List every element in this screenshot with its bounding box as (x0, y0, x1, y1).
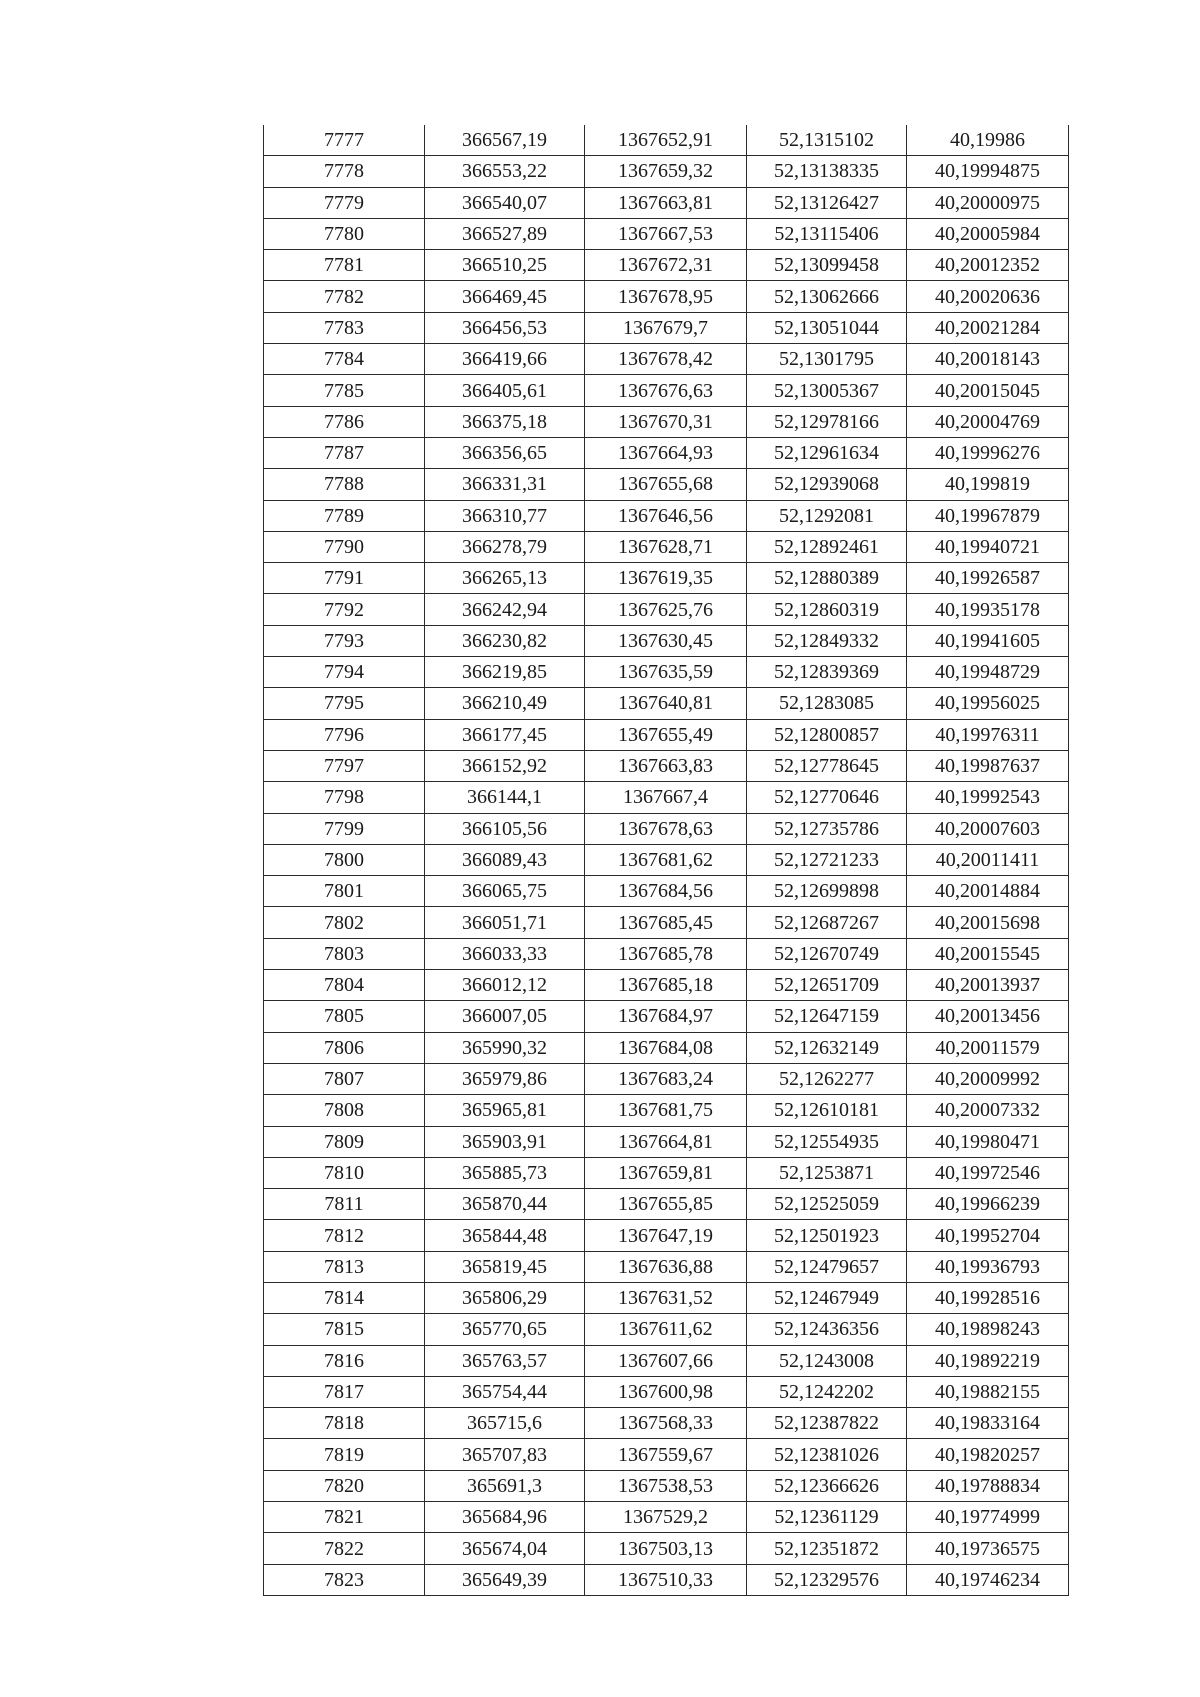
longitude-cell: 40,20020636 (907, 281, 1069, 312)
longitude-cell: 40,20007603 (907, 813, 1069, 844)
table-row (264, 218, 1069, 249)
x-coordinate-cell: 366210,49 (425, 688, 585, 719)
longitude-cell: 40,19936793 (907, 1251, 1069, 1282)
table-row (264, 719, 1069, 750)
longitude-cell: 40,19972546 (907, 1157, 1069, 1188)
y-coordinate-cell: 1367630,45 (585, 625, 747, 656)
y-coordinate-cell: 1367619,35 (585, 563, 747, 594)
latitude-cell: 52,12467949 (747, 1282, 907, 1313)
longitude-cell: 40,19956025 (907, 688, 1069, 719)
point-number-cell: 7810 (264, 1157, 425, 1188)
latitude-cell: 52,12632149 (747, 1032, 907, 1063)
x-coordinate-cell: 365990,32 (425, 1032, 585, 1063)
point-number-cell: 7777 (264, 125, 425, 156)
latitude-cell: 52,12647159 (747, 1001, 907, 1032)
table-row (264, 844, 1069, 875)
y-coordinate-cell: 1367684,97 (585, 1001, 747, 1032)
latitude-cell: 52,1253871 (747, 1157, 907, 1188)
y-coordinate-cell: 1367684,08 (585, 1032, 747, 1063)
point-number-cell: 7803 (264, 938, 425, 969)
latitude-cell: 52,12479657 (747, 1251, 907, 1282)
table-row (264, 1095, 1069, 1126)
point-number-cell: 7787 (264, 437, 425, 468)
latitude-cell: 52,13099458 (747, 250, 907, 281)
x-coordinate-cell: 366375,18 (425, 406, 585, 437)
y-coordinate-cell: 1367679,7 (585, 312, 747, 343)
y-coordinate-cell: 1367503,13 (585, 1533, 747, 1564)
y-coordinate-cell: 1367640,81 (585, 688, 747, 719)
table-row (264, 782, 1069, 813)
y-coordinate-cell: 1367510,33 (585, 1564, 747, 1595)
x-coordinate-cell: 365903,91 (425, 1126, 585, 1157)
x-coordinate-cell: 365649,39 (425, 1564, 585, 1595)
y-coordinate-cell: 1367678,95 (585, 281, 747, 312)
table-row (264, 375, 1069, 406)
longitude-cell: 40,19892219 (907, 1345, 1069, 1376)
longitude-cell: 40,20005984 (907, 218, 1069, 249)
latitude-cell: 52,12361129 (747, 1502, 907, 1533)
point-number-cell: 7807 (264, 1063, 425, 1094)
latitude-cell: 52,12721233 (747, 844, 907, 875)
latitude-cell: 52,1301795 (747, 344, 907, 375)
y-coordinate-cell: 1367652,91 (585, 125, 747, 156)
x-coordinate-cell: 365844,48 (425, 1220, 585, 1251)
table-row (264, 907, 1069, 938)
y-coordinate-cell: 1367672,31 (585, 250, 747, 281)
x-coordinate-cell: 366242,94 (425, 594, 585, 625)
longitude-cell: 40,19774999 (907, 1502, 1069, 1533)
longitude-cell: 40,19882155 (907, 1376, 1069, 1407)
latitude-cell: 52,13138335 (747, 156, 907, 187)
latitude-cell: 52,12860319 (747, 594, 907, 625)
y-coordinate-cell: 1367636,88 (585, 1251, 747, 1282)
latitude-cell: 52,1315102 (747, 125, 907, 156)
latitude-cell: 52,13005367 (747, 375, 907, 406)
point-number-cell: 7797 (264, 750, 425, 781)
y-coordinate-cell: 1367670,31 (585, 406, 747, 437)
y-coordinate-cell: 1367625,76 (585, 594, 747, 625)
table-row (264, 1189, 1069, 1220)
point-number-cell: 7805 (264, 1001, 425, 1032)
x-coordinate-cell: 366567,19 (425, 125, 585, 156)
longitude-cell: 40,20013456 (907, 1001, 1069, 1032)
y-coordinate-cell: 1367683,24 (585, 1063, 747, 1094)
point-number-cell: 7791 (264, 563, 425, 594)
point-number-cell: 7785 (264, 375, 425, 406)
y-coordinate-cell: 1367685,78 (585, 938, 747, 969)
longitude-cell: 40,199819 (907, 469, 1069, 500)
y-coordinate-cell: 1367685,45 (585, 907, 747, 938)
point-number-cell: 7793 (264, 625, 425, 656)
y-coordinate-cell: 1367529,2 (585, 1502, 747, 1533)
table-row (264, 1564, 1069, 1595)
table-row (264, 1126, 1069, 1157)
table-row (264, 1502, 1069, 1533)
latitude-cell: 52,1242202 (747, 1376, 907, 1407)
x-coordinate-cell: 365763,57 (425, 1345, 585, 1376)
y-coordinate-cell: 1367678,63 (585, 813, 747, 844)
y-coordinate-cell: 1367664,81 (585, 1126, 747, 1157)
y-coordinate-cell: 1367685,18 (585, 970, 747, 1001)
y-coordinate-cell: 1367659,81 (585, 1157, 747, 1188)
longitude-cell: 40,20004769 (907, 406, 1069, 437)
longitude-cell: 40,20015545 (907, 938, 1069, 969)
latitude-cell: 52,12770646 (747, 782, 907, 813)
point-number-cell: 7790 (264, 531, 425, 562)
point-number-cell: 7801 (264, 876, 425, 907)
point-number-cell: 7798 (264, 782, 425, 813)
point-number-cell: 7796 (264, 719, 425, 750)
table-row (264, 187, 1069, 218)
latitude-cell: 52,12800857 (747, 719, 907, 750)
latitude-cell: 52,12610181 (747, 1095, 907, 1126)
y-coordinate-cell: 1367663,83 (585, 750, 747, 781)
x-coordinate-cell: 365979,86 (425, 1063, 585, 1094)
latitude-cell: 52,1292081 (747, 500, 907, 531)
x-coordinate-cell: 365684,96 (425, 1502, 585, 1533)
y-coordinate-cell: 1367538,53 (585, 1470, 747, 1501)
y-coordinate-cell: 1367681,62 (585, 844, 747, 875)
x-coordinate-cell: 365715,6 (425, 1408, 585, 1439)
x-coordinate-cell: 365754,44 (425, 1376, 585, 1407)
point-number-cell: 7783 (264, 312, 425, 343)
coordinates-table (263, 125, 1069, 1596)
longitude-cell: 40,19928516 (907, 1282, 1069, 1313)
point-number-cell: 7800 (264, 844, 425, 875)
longitude-cell: 40,20014884 (907, 876, 1069, 907)
y-coordinate-cell: 1367655,68 (585, 469, 747, 500)
latitude-cell: 52,12351872 (747, 1533, 907, 1564)
latitude-cell: 52,13126427 (747, 187, 907, 218)
longitude-cell: 40,19746234 (907, 1564, 1069, 1595)
y-coordinate-cell: 1367646,56 (585, 500, 747, 531)
x-coordinate-cell: 365870,44 (425, 1189, 585, 1220)
y-coordinate-cell: 1367607,66 (585, 1345, 747, 1376)
longitude-cell: 40,19952704 (907, 1220, 1069, 1251)
x-coordinate-cell: 365965,81 (425, 1095, 585, 1126)
x-coordinate-cell: 366012,12 (425, 970, 585, 1001)
longitude-cell: 40,19986 (907, 125, 1069, 156)
latitude-cell: 52,12381026 (747, 1439, 907, 1470)
x-coordinate-cell: 366105,56 (425, 813, 585, 844)
latitude-cell: 52,12961634 (747, 437, 907, 468)
x-coordinate-cell: 366219,85 (425, 657, 585, 688)
latitude-cell: 52,12525059 (747, 1189, 907, 1220)
table-row (264, 813, 1069, 844)
longitude-cell: 40,19736575 (907, 1533, 1069, 1564)
table-row (264, 312, 1069, 343)
x-coordinate-cell: 366007,05 (425, 1001, 585, 1032)
x-coordinate-cell: 366540,07 (425, 187, 585, 218)
point-number-cell: 7822 (264, 1533, 425, 1564)
point-number-cell: 7779 (264, 187, 425, 218)
latitude-cell: 52,12670749 (747, 938, 907, 969)
x-coordinate-cell: 365885,73 (425, 1157, 585, 1188)
longitude-cell: 40,19926587 (907, 563, 1069, 594)
table-row (264, 1408, 1069, 1439)
point-number-cell: 7823 (264, 1564, 425, 1595)
latitude-cell: 52,13115406 (747, 218, 907, 249)
point-number-cell: 7818 (264, 1408, 425, 1439)
latitude-cell: 52,12892461 (747, 531, 907, 562)
longitude-cell: 40,19940721 (907, 531, 1069, 562)
longitude-cell: 40,20000975 (907, 187, 1069, 218)
x-coordinate-cell: 366356,65 (425, 437, 585, 468)
point-number-cell: 7792 (264, 594, 425, 625)
table-row (264, 156, 1069, 187)
table-row (264, 1220, 1069, 1251)
point-number-cell: 7820 (264, 1470, 425, 1501)
x-coordinate-cell: 366265,13 (425, 563, 585, 594)
x-coordinate-cell: 366469,45 (425, 281, 585, 312)
latitude-cell: 52,12849332 (747, 625, 907, 656)
point-number-cell: 7817 (264, 1376, 425, 1407)
y-coordinate-cell: 1367663,81 (585, 187, 747, 218)
point-number-cell: 7812 (264, 1220, 425, 1251)
longitude-cell: 40,19935178 (907, 594, 1069, 625)
table-row (264, 1282, 1069, 1313)
y-coordinate-cell: 1367655,49 (585, 719, 747, 750)
point-number-cell: 7788 (264, 469, 425, 500)
point-number-cell: 7815 (264, 1314, 425, 1345)
x-coordinate-cell: 365707,83 (425, 1439, 585, 1470)
point-number-cell: 7816 (264, 1345, 425, 1376)
y-coordinate-cell: 1367568,33 (585, 1408, 747, 1439)
table-row (264, 1439, 1069, 1470)
x-coordinate-cell: 366065,75 (425, 876, 585, 907)
table-row (264, 281, 1069, 312)
latitude-cell: 52,12501923 (747, 1220, 907, 1251)
x-coordinate-cell: 365819,45 (425, 1251, 585, 1282)
point-number-cell: 7780 (264, 218, 425, 249)
latitude-cell: 52,13062666 (747, 281, 907, 312)
y-coordinate-cell: 1367678,42 (585, 344, 747, 375)
x-coordinate-cell: 366278,79 (425, 531, 585, 562)
point-number-cell: 7782 (264, 281, 425, 312)
latitude-cell: 52,12735786 (747, 813, 907, 844)
y-coordinate-cell: 1367559,67 (585, 1439, 747, 1470)
x-coordinate-cell: 366405,61 (425, 375, 585, 406)
longitude-cell: 40,20012352 (907, 250, 1069, 281)
longitude-cell: 40,20015698 (907, 907, 1069, 938)
point-number-cell: 7799 (264, 813, 425, 844)
y-coordinate-cell: 1367635,59 (585, 657, 747, 688)
table-row (264, 1063, 1069, 1094)
point-number-cell: 7819 (264, 1439, 425, 1470)
latitude-cell: 52,12366626 (747, 1470, 907, 1501)
x-coordinate-cell: 366310,77 (425, 500, 585, 531)
x-coordinate-cell: 366230,82 (425, 625, 585, 656)
table-row (264, 1314, 1069, 1345)
longitude-cell: 40,20015045 (907, 375, 1069, 406)
y-coordinate-cell: 1367611,62 (585, 1314, 747, 1345)
point-number-cell: 7811 (264, 1189, 425, 1220)
longitude-cell: 40,19980471 (907, 1126, 1069, 1157)
x-coordinate-cell: 365691,3 (425, 1470, 585, 1501)
table-row (264, 437, 1069, 468)
longitude-cell: 40,20011579 (907, 1032, 1069, 1063)
longitude-cell: 40,20011411 (907, 844, 1069, 875)
y-coordinate-cell: 1367631,52 (585, 1282, 747, 1313)
table-row (264, 469, 1069, 500)
point-number-cell: 7813 (264, 1251, 425, 1282)
latitude-cell: 52,12329576 (747, 1564, 907, 1595)
table-row (264, 531, 1069, 562)
longitude-cell: 40,19820257 (907, 1439, 1069, 1470)
table-row (264, 1001, 1069, 1032)
y-coordinate-cell: 1367684,56 (585, 876, 747, 907)
longitude-cell: 40,19994875 (907, 156, 1069, 187)
point-number-cell: 7794 (264, 657, 425, 688)
x-coordinate-cell: 366051,71 (425, 907, 585, 938)
longitude-cell: 40,19898243 (907, 1314, 1069, 1345)
point-number-cell: 7804 (264, 970, 425, 1001)
x-coordinate-cell: 366553,22 (425, 156, 585, 187)
table-row (264, 594, 1069, 625)
x-coordinate-cell: 365770,65 (425, 1314, 585, 1345)
y-coordinate-cell: 1367655,85 (585, 1189, 747, 1220)
longitude-cell: 40,19996276 (907, 437, 1069, 468)
table-row (264, 125, 1069, 156)
longitude-cell: 40,19967879 (907, 500, 1069, 531)
table-row (264, 344, 1069, 375)
longitude-cell: 40,20007332 (907, 1095, 1069, 1126)
y-coordinate-cell: 1367647,19 (585, 1220, 747, 1251)
longitude-cell: 40,19948729 (907, 657, 1069, 688)
y-coordinate-cell: 1367628,71 (585, 531, 747, 562)
x-coordinate-cell: 366419,66 (425, 344, 585, 375)
point-number-cell: 7784 (264, 344, 425, 375)
latitude-cell: 52,12839369 (747, 657, 907, 688)
x-coordinate-cell: 366331,31 (425, 469, 585, 500)
y-coordinate-cell: 1367667,4 (585, 782, 747, 813)
point-number-cell: 7806 (264, 1032, 425, 1063)
point-number-cell: 7802 (264, 907, 425, 938)
coordinates-table-body (264, 125, 1069, 1595)
table-row (264, 1345, 1069, 1376)
x-coordinate-cell: 366089,43 (425, 844, 585, 875)
longitude-cell: 40,19833164 (907, 1408, 1069, 1439)
point-number-cell: 7786 (264, 406, 425, 437)
point-number-cell: 7781 (264, 250, 425, 281)
point-number-cell: 7795 (264, 688, 425, 719)
latitude-cell: 52,12387822 (747, 1408, 907, 1439)
table-row (264, 970, 1069, 1001)
longitude-cell: 40,19966239 (907, 1189, 1069, 1220)
x-coordinate-cell: 365806,29 (425, 1282, 585, 1313)
longitude-cell: 40,20021284 (907, 312, 1069, 343)
x-coordinate-cell: 366152,92 (425, 750, 585, 781)
longitude-cell: 40,20009992 (907, 1063, 1069, 1094)
table-row (264, 876, 1069, 907)
latitude-cell: 52,12978166 (747, 406, 907, 437)
point-number-cell: 7821 (264, 1502, 425, 1533)
y-coordinate-cell: 1367659,32 (585, 156, 747, 187)
longitude-cell: 40,19788834 (907, 1470, 1069, 1501)
longitude-cell: 40,19987637 (907, 750, 1069, 781)
table-row (264, 1157, 1069, 1188)
table-row (264, 1470, 1069, 1501)
y-coordinate-cell: 1367600,98 (585, 1376, 747, 1407)
table-row (264, 938, 1069, 969)
table-row (264, 625, 1069, 656)
x-coordinate-cell: 366510,25 (425, 250, 585, 281)
latitude-cell: 52,13051044 (747, 312, 907, 343)
latitude-cell: 52,12651709 (747, 970, 907, 1001)
latitude-cell: 52,1262277 (747, 1063, 907, 1094)
latitude-cell: 52,12939068 (747, 469, 907, 500)
table-row (264, 1032, 1069, 1063)
x-coordinate-cell: 366033,33 (425, 938, 585, 969)
latitude-cell: 52,1283085 (747, 688, 907, 719)
y-coordinate-cell: 1367664,93 (585, 437, 747, 468)
point-number-cell: 7814 (264, 1282, 425, 1313)
latitude-cell: 52,1243008 (747, 1345, 907, 1376)
y-coordinate-cell: 1367676,63 (585, 375, 747, 406)
latitude-cell: 52,12778645 (747, 750, 907, 781)
x-coordinate-cell: 366456,53 (425, 312, 585, 343)
table-row (264, 563, 1069, 594)
table-row (264, 688, 1069, 719)
longitude-cell: 40,19941605 (907, 625, 1069, 656)
y-coordinate-cell: 1367667,53 (585, 218, 747, 249)
longitude-cell: 40,20013937 (907, 970, 1069, 1001)
table-row (264, 750, 1069, 781)
y-coordinate-cell: 1367681,75 (585, 1095, 747, 1126)
latitude-cell: 52,12880389 (747, 563, 907, 594)
x-coordinate-cell: 366177,45 (425, 719, 585, 750)
point-number-cell: 7778 (264, 156, 425, 187)
x-coordinate-cell: 365674,04 (425, 1533, 585, 1564)
longitude-cell: 40,19976311 (907, 719, 1069, 750)
latitude-cell: 52,12699898 (747, 876, 907, 907)
table-row (264, 657, 1069, 688)
longitude-cell: 40,20018143 (907, 344, 1069, 375)
longitude-cell: 40,19992543 (907, 782, 1069, 813)
table-row (264, 406, 1069, 437)
point-number-cell: 7809 (264, 1126, 425, 1157)
table-row (264, 1376, 1069, 1407)
x-coordinate-cell: 366144,1 (425, 782, 585, 813)
table-row (264, 1251, 1069, 1282)
table-row (264, 250, 1069, 281)
latitude-cell: 52,12554935 (747, 1126, 907, 1157)
latitude-cell: 52,12436356 (747, 1314, 907, 1345)
point-number-cell: 7789 (264, 500, 425, 531)
x-coordinate-cell: 366527,89 (425, 218, 585, 249)
point-number-cell: 7808 (264, 1095, 425, 1126)
table-row (264, 1533, 1069, 1564)
latitude-cell: 52,12687267 (747, 907, 907, 938)
table-row (264, 500, 1069, 531)
